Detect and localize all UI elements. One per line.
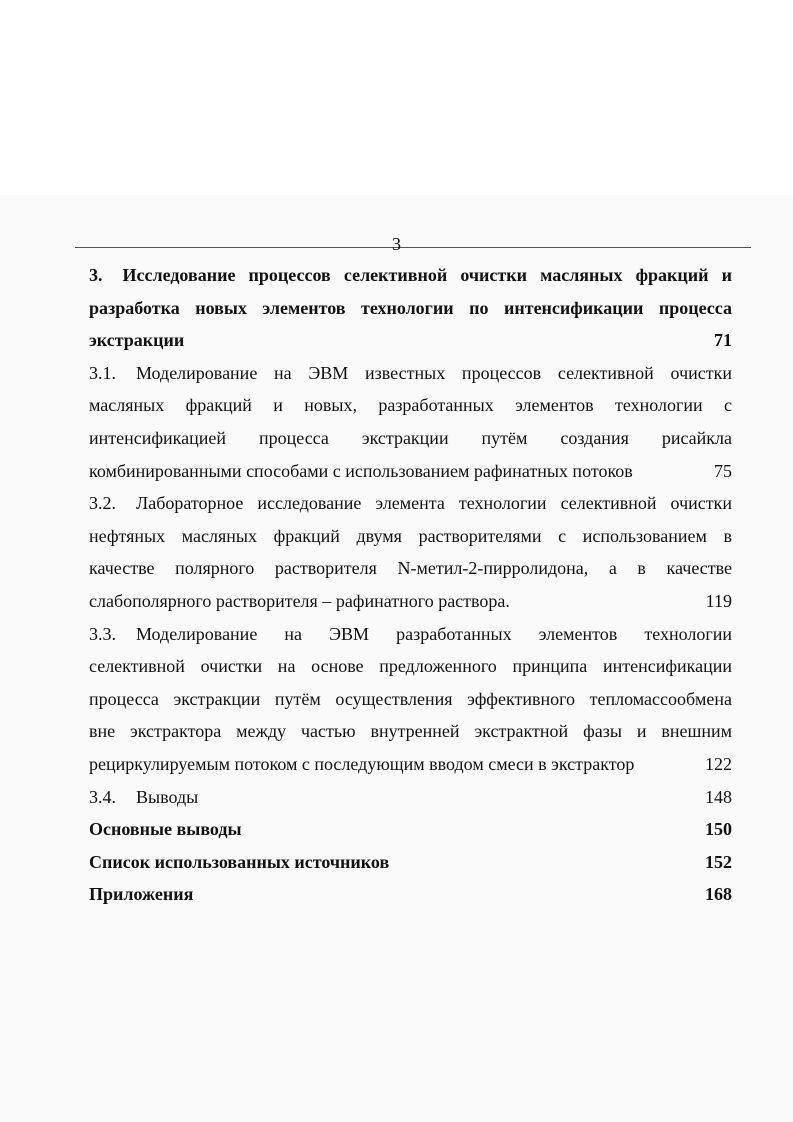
section-number: 3.3. [89, 623, 116, 644]
toc-entry-3-3 [89, 618, 732, 781]
section-title-line: масляных фракций и новых, разработанных элементов технологии с [89, 395, 732, 416]
page-reference: 168 [705, 884, 732, 905]
section-title-line: Лабораторное исследование элемента технологии селективной очистки [136, 493, 732, 514]
section-title-line: процесса экстракции путём осуществления эффективного тепломассообмена [89, 688, 732, 709]
section-title-line: рециркулируемым потоком с последующим вводом смеси в экстрактор [89, 753, 635, 774]
section-title-line: слабополярного растворителя – рафинатного раствора. [89, 590, 510, 611]
page-reference: 119 [705, 590, 732, 611]
toc-entry-3-2 [89, 487, 732, 617]
section-number: 3.4. [89, 786, 116, 807]
section-title-line: Моделирование на ЭВМ разработанных элементов технологии [136, 623, 732, 644]
page-reference: 75 [714, 460, 732, 481]
entry-title: Список использованных источников [89, 851, 390, 872]
toc-entry-3-1 [89, 357, 732, 487]
toc-entry-3-4 [89, 781, 732, 814]
page-reference: 150 [705, 819, 732, 840]
toc-entry-references [89, 846, 732, 879]
section-title-line: селективной очистки на основе предложенного принципа интенсификации [89, 656, 732, 677]
page-number: 3 [392, 234, 401, 254]
toc-entry-appendices [89, 878, 732, 911]
section-title-line: качестве полярного растворителя N-метил-2-пирролидона, а в качестве [89, 558, 732, 579]
section-title: Выводы [136, 786, 199, 807]
section-number: 3.2. [89, 493, 116, 514]
section-title-line: вне экстрактора между частью внутренней экстрактной фазы и внешним [89, 721, 732, 742]
section-title-line: Исследование процессов селективной очистки масляных фракций и [122, 265, 732, 285]
page-reference: 152 [705, 851, 732, 872]
section-title-line: комбинированными способами с использованием рафинатных потоков [89, 460, 633, 481]
entry-title: Приложения [89, 884, 194, 905]
section-title-line: разработка новых элементов технологии по интенсификации процесса [89, 297, 732, 318]
toc-entry-conclusions [89, 813, 732, 846]
entry-title: Основные выводы [89, 819, 242, 840]
section-number: 3.1. [89, 362, 116, 383]
page-reference: 71 [714, 330, 732, 351]
section-title-line: интенсификацией процесса экстракции путём создания рисайкла [89, 427, 732, 448]
toc-entry-3 [89, 259, 732, 357]
page-reference: 148 [705, 786, 732, 807]
section-title-line: экстракции [89, 330, 185, 351]
section-number: 3. [89, 265, 103, 285]
page-reference: 122 [705, 753, 732, 774]
section-title-line: Моделирование на ЭВМ известных процессов селективной очистки [136, 362, 732, 383]
table-of-contents [89, 259, 732, 911]
section-title-line: нефтяных масляных фракций двумя растворителями с использованием в [89, 525, 732, 546]
